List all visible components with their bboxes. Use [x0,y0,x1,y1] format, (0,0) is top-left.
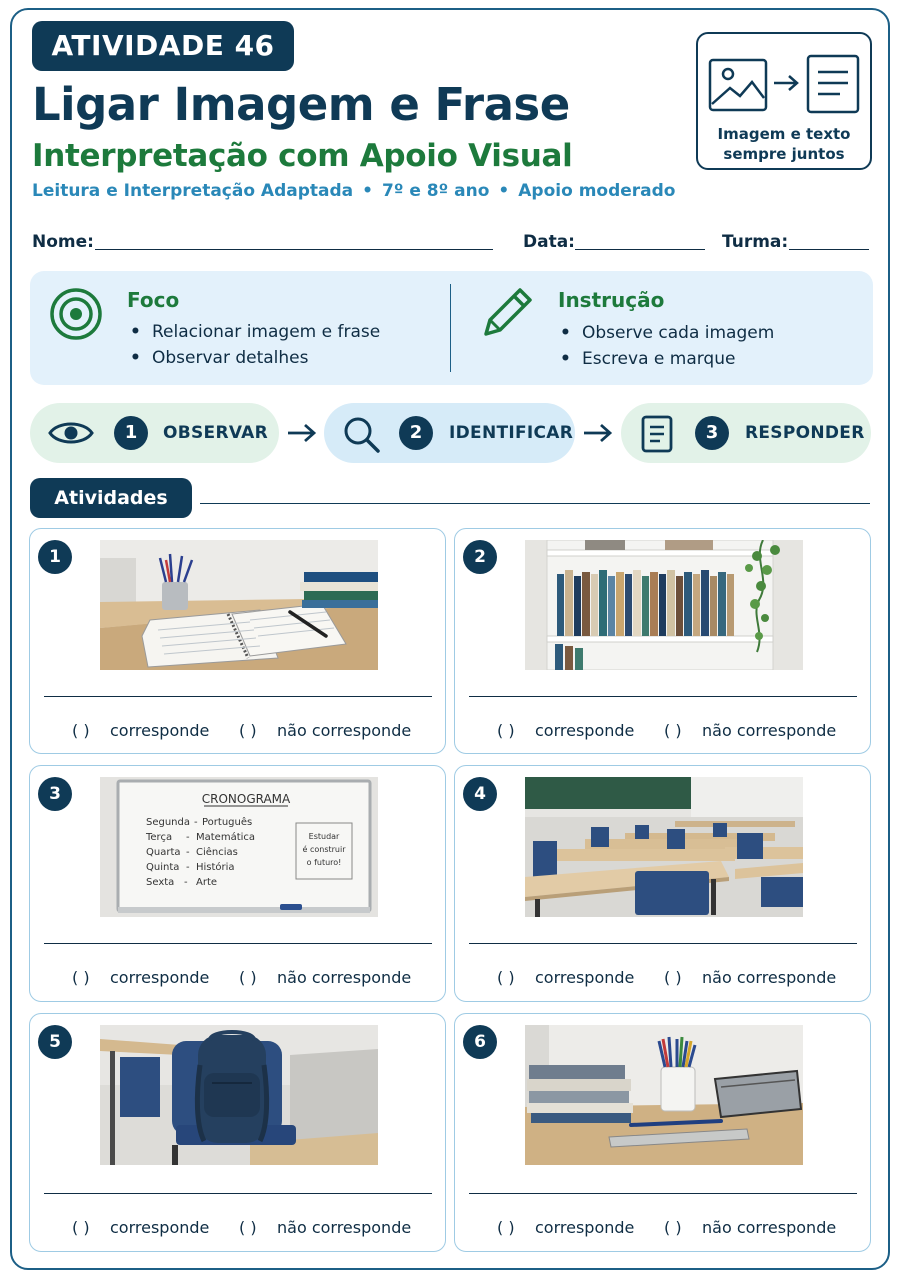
page-subtitle: Interpretação com Apoio Visual [32,138,573,174]
option-no-match[interactable]: ( ) não corresponde [664,968,837,987]
card-number: 6 [463,1025,497,1059]
notebook-photo [100,540,378,670]
activity-card-4 [454,765,871,1002]
card-number: 3 [38,777,72,811]
name-field[interactable] [95,249,493,250]
step-number: 1 [114,416,148,450]
option-match[interactable]: ( ) corresponde [72,968,210,987]
step-label: OBSERVAR [163,423,269,443]
wb-day: Quinta [146,862,180,873]
wb-day: Segunda [146,817,190,828]
wb-note: é construir [302,845,346,854]
target-icon [49,286,105,342]
meta-support: Apoio moderado [518,181,676,201]
backpack-photo [100,1025,378,1165]
instruction-item-2: • Escreva e marque [560,349,735,369]
name-label: Nome: [32,232,94,252]
activity-card-3 [29,765,446,1002]
focus-item-1: • Relacionar imagem e frase [130,322,380,342]
card-number: 5 [38,1025,72,1059]
caption-line-1: Imagem e texto [717,125,851,143]
answer-line[interactable] [44,696,432,697]
option-no-match[interactable]: ( ) não corresponde [239,721,412,740]
magnifier-icon [342,415,382,455]
option-match[interactable]: ( ) corresponde [72,721,210,740]
page-title: Ligar Imagem e Frase [32,78,570,131]
step-label: RESPONDER [745,423,865,443]
answer-line[interactable] [469,943,857,944]
instruction-item-1: • Observe cada imagem [560,323,774,343]
wb-day: Terça [146,832,173,843]
option-match[interactable]: ( ) corresponde [72,1218,210,1237]
info-divider [450,284,451,372]
date-label: Data: [523,232,575,252]
caption-line-2: sempre juntos [723,145,845,163]
meta-grade: 7º e 8º ano [382,181,490,201]
whiteboard-photo [100,777,378,917]
answer-line[interactable] [44,1193,432,1194]
wb-subject: Ciências [196,847,238,858]
activity-card-6 [454,1013,871,1252]
arrow-icon [582,422,614,444]
wb-note: Estudar [308,832,340,841]
classroom-photo [525,777,803,917]
option-match[interactable]: ( ) corresponde [497,721,635,740]
svg-text:-: - [186,847,190,858]
supplies-photo [525,1025,803,1165]
wb-day: Sexta [146,877,175,888]
answer-line[interactable] [44,943,432,944]
bookshelf-photo [525,540,803,670]
wb-note: o futuro! [306,858,342,867]
option-no-match[interactable]: ( ) não corresponde [239,968,412,987]
class-label: Turma: [722,232,789,252]
svg-text:-: - [186,862,190,873]
wb-subject: Arte [196,877,218,888]
image-text-caption [698,124,870,164]
step-label: IDENTIFICAR [449,423,574,443]
wb-day: Quarta [146,847,181,858]
option-no-match[interactable]: ( ) não corresponde [239,1218,412,1237]
class-field[interactable] [789,249,869,250]
svg-text:-: - [184,877,188,888]
document-icon [641,415,673,453]
step-identify [324,403,575,463]
eye-icon [48,417,94,449]
meta-topic: Leitura e Interpretação Adaptada [32,181,354,201]
activity-card-2 [454,528,871,754]
section-title: Atividades [30,478,192,518]
answer-line[interactable] [469,1193,857,1194]
step-respond [621,403,871,463]
svg-text:-: - [194,817,198,828]
pencil-icon [478,284,536,342]
wb-subject: Português [202,817,253,828]
focus-title: Foco [127,288,180,312]
card-number: 2 [463,540,497,574]
step-number: 2 [399,416,433,450]
wb-subject: História [196,862,235,873]
section-divider [200,503,870,504]
instruction-title: Instrução [558,288,665,312]
answer-line[interactable] [469,696,857,697]
image-text-box [696,32,872,170]
arrow-icon [286,422,318,444]
option-no-match[interactable]: ( ) não corresponde [664,721,837,740]
focus-item-2: • Observar detalhes [130,348,309,368]
date-field[interactable] [575,249,705,250]
whiteboard-title: CRONOGRAMA [201,792,291,806]
option-match[interactable]: ( ) corresponde [497,1218,635,1237]
wb-subject: Matemática [196,832,256,843]
activity-card-1 [29,528,446,754]
activity-badge: ATIVIDADE 46 [32,21,294,71]
activity-card-5 [29,1013,446,1252]
image-to-text-icon [708,52,862,116]
svg-text:-: - [186,832,190,843]
option-match[interactable]: ( ) corresponde [497,968,635,987]
card-number: 4 [463,777,497,811]
option-no-match[interactable]: ( ) não corresponde [664,1218,837,1237]
meta-line: Leitura e Interpretação Adaptada • 7º e 8º ano • Apoio moderado [32,181,676,201]
step-observe [30,403,279,463]
card-number: 1 [38,540,72,574]
step-number: 3 [695,416,729,450]
